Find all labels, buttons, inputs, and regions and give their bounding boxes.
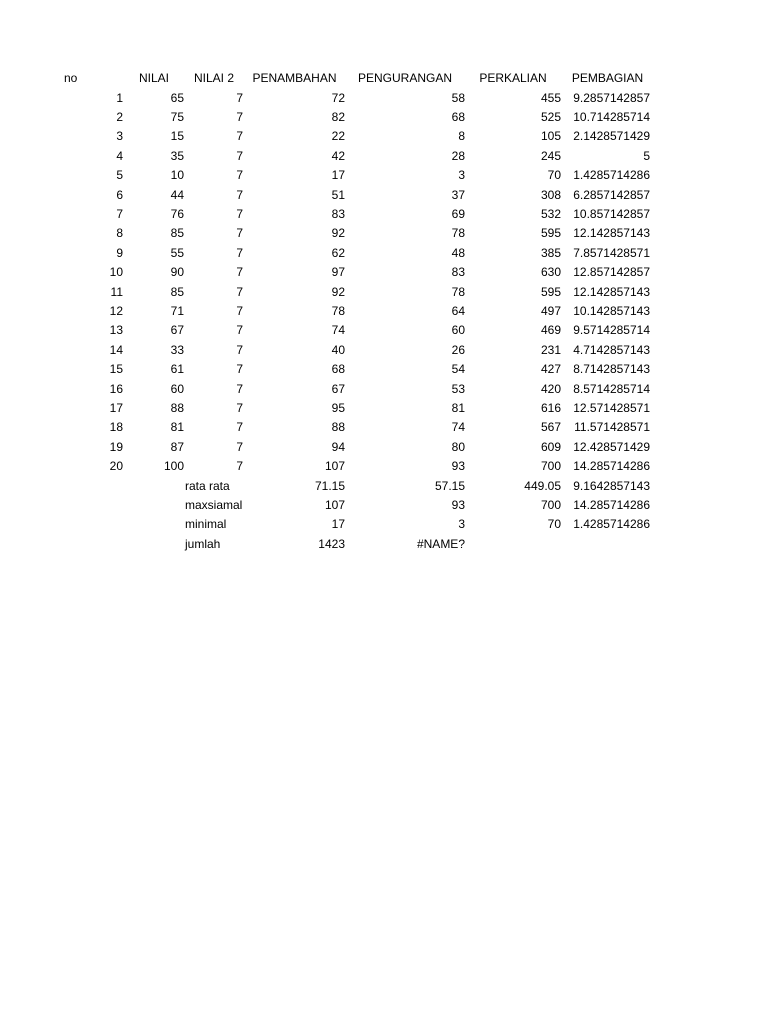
cell-perkalian: 609 bbox=[540, 439, 561, 454]
table-row bbox=[0, 108, 768, 127]
cell-penambahan: 88 bbox=[331, 420, 345, 435]
summary-row bbox=[0, 477, 768, 496]
cell-perkalian: 385 bbox=[540, 245, 561, 260]
summary-label: jumlah bbox=[185, 536, 221, 551]
cell-penambahan: 68 bbox=[331, 362, 345, 377]
table-row bbox=[0, 263, 768, 282]
cell-perkalian: 420 bbox=[540, 381, 561, 396]
cell-pembagian: 1.4285714286 bbox=[573, 168, 650, 183]
cell-penambahan: 92 bbox=[331, 284, 345, 299]
cell-no: 10 bbox=[109, 265, 123, 280]
cell-no: 2 bbox=[116, 109, 123, 124]
table-row bbox=[0, 244, 768, 263]
summary-penambahan: 1423 bbox=[318, 536, 345, 551]
cell-nilai2: 7 bbox=[236, 90, 243, 105]
header-no: no bbox=[64, 71, 78, 85]
cell-nilai: 88 bbox=[170, 400, 184, 415]
cell-nilai: 75 bbox=[170, 109, 184, 124]
table-row bbox=[0, 341, 768, 360]
cell-pembagian: 14.285714286 bbox=[573, 459, 650, 474]
cell-nilai: 33 bbox=[170, 342, 184, 357]
cell-penambahan: 22 bbox=[331, 129, 345, 144]
cell-no: 15 bbox=[109, 362, 123, 377]
cell-penambahan: 72 bbox=[331, 90, 345, 105]
cell-pengurangan: 58 bbox=[451, 90, 465, 105]
cell-pengurangan: 54 bbox=[451, 362, 465, 377]
cell-perkalian: 497 bbox=[540, 303, 561, 318]
summary-row bbox=[0, 496, 768, 515]
cell-nilai2: 7 bbox=[236, 109, 243, 124]
cell-penambahan: 78 bbox=[331, 303, 345, 318]
cell-pembagian: 10.857142857 bbox=[573, 206, 650, 221]
cell-penambahan: 82 bbox=[331, 109, 345, 124]
summary-pembagian: 1.4285714286 bbox=[573, 517, 650, 532]
header-nilai2: NILAI 2 bbox=[193, 71, 235, 85]
cell-no: 13 bbox=[109, 323, 123, 338]
cell-pengurangan: 64 bbox=[451, 303, 465, 318]
cell-nilai2: 7 bbox=[236, 400, 243, 415]
cell-nilai2: 7 bbox=[236, 187, 243, 202]
cell-pengurangan: 3 bbox=[458, 168, 465, 183]
cell-nilai: 71 bbox=[170, 303, 184, 318]
cell-nilai: 87 bbox=[170, 439, 184, 454]
cell-nilai: 90 bbox=[170, 265, 184, 280]
cell-nilai2: 7 bbox=[236, 342, 243, 357]
header-pembagian: PEMBAGIAN bbox=[571, 71, 644, 85]
cell-nilai2: 7 bbox=[236, 303, 243, 318]
cell-pembagian: 10.714285714 bbox=[573, 109, 650, 124]
cell-no: 5 bbox=[116, 168, 123, 183]
cell-nilai: 76 bbox=[170, 206, 184, 221]
cell-perkalian: 525 bbox=[540, 109, 561, 124]
cell-penambahan: 62 bbox=[331, 245, 345, 260]
cell-perkalian: 616 bbox=[540, 400, 561, 415]
cell-no: 3 bbox=[116, 129, 123, 144]
cell-penambahan: 42 bbox=[331, 148, 345, 163]
summary-pengurangan: #NAME? bbox=[416, 536, 465, 551]
table-row bbox=[0, 457, 768, 476]
table-row bbox=[0, 360, 768, 379]
cell-nilai: 55 bbox=[170, 245, 184, 260]
cell-no: 14 bbox=[109, 342, 123, 357]
cell-perkalian: 595 bbox=[540, 226, 561, 241]
table-row bbox=[0, 127, 768, 146]
cell-pembagian: 2.1428571429 bbox=[573, 129, 650, 144]
cell-pengurangan: 81 bbox=[451, 400, 465, 415]
cell-nilai: 100 bbox=[163, 459, 184, 474]
summary-label: maxsiamal bbox=[185, 497, 243, 512]
cell-nilai2: 7 bbox=[236, 206, 243, 221]
cell-no: 19 bbox=[109, 439, 123, 454]
cell-penambahan: 51 bbox=[331, 187, 345, 202]
cell-perkalian: 70 bbox=[547, 168, 561, 183]
cell-pembagian: 10.142857143 bbox=[573, 303, 650, 318]
cell-nilai: 61 bbox=[170, 362, 184, 377]
summary-perkalian: 449.05 bbox=[524, 478, 561, 493]
summary-penambahan: 107 bbox=[324, 497, 345, 512]
cell-pembagian: 8.7142857143 bbox=[573, 362, 650, 377]
cell-perkalian: 595 bbox=[540, 284, 561, 299]
cell-no: 20 bbox=[109, 459, 123, 474]
table-row bbox=[0, 321, 768, 340]
cell-pembagian: 11.571428571 bbox=[574, 420, 650, 435]
cell-pengurangan: 68 bbox=[451, 109, 465, 124]
cell-penambahan: 17 bbox=[331, 168, 345, 183]
cell-no: 4 bbox=[116, 148, 123, 163]
summary-perkalian bbox=[465, 535, 561, 554]
cell-no: 7 bbox=[116, 206, 123, 221]
cell-pembagian: 12.857142857 bbox=[573, 265, 650, 280]
cell-pengurangan: 78 bbox=[451, 226, 465, 241]
table-row bbox=[0, 418, 768, 437]
cell-no: 11 bbox=[110, 284, 123, 299]
summary-pengurangan: 3 bbox=[458, 517, 465, 532]
cell-nilai: 65 bbox=[170, 90, 184, 105]
header-pengurangan: PENGURANGAN bbox=[357, 71, 452, 85]
cell-nilai: 35 bbox=[170, 148, 184, 163]
cell-nilai2: 7 bbox=[236, 129, 243, 144]
header-row bbox=[0, 69, 768, 88]
table-row bbox=[0, 399, 768, 418]
cell-penambahan: 97 bbox=[331, 265, 345, 280]
cell-penambahan: 83 bbox=[331, 206, 345, 221]
cell-penambahan: 67 bbox=[331, 381, 345, 396]
cell-nilai2: 7 bbox=[236, 439, 243, 454]
summary-pembagian bbox=[565, 535, 650, 554]
cell-pengurangan: 26 bbox=[451, 342, 465, 357]
cell-no: 9 bbox=[116, 245, 123, 260]
cell-pembagian: 7.8571428571 bbox=[573, 245, 650, 260]
cell-nilai2: 7 bbox=[236, 226, 243, 241]
summary-pembagian: 14.285714286 bbox=[573, 497, 650, 512]
summary-row bbox=[0, 515, 768, 534]
cell-perkalian: 700 bbox=[540, 459, 561, 474]
cell-nilai2: 7 bbox=[236, 381, 243, 396]
cell-pembagian: 9.5714285714 bbox=[573, 323, 650, 338]
cell-pembagian: 5 bbox=[643, 148, 650, 163]
cell-perkalian: 469 bbox=[540, 323, 561, 338]
cell-penambahan: 74 bbox=[331, 323, 345, 338]
cell-perkalian: 427 bbox=[540, 362, 561, 377]
table-row bbox=[0, 438, 768, 457]
cell-nilai2: 7 bbox=[236, 362, 243, 377]
cell-nilai2: 7 bbox=[236, 420, 243, 435]
cell-pengurangan: 78 bbox=[451, 284, 465, 299]
cell-perkalian: 455 bbox=[540, 90, 561, 105]
cell-pembagian: 4.7142857143 bbox=[573, 342, 650, 357]
cell-pengurangan: 74 bbox=[451, 420, 465, 435]
cell-perkalian: 231 bbox=[540, 342, 561, 357]
cell-nilai: 15 bbox=[170, 129, 184, 144]
cell-nilai2: 7 bbox=[236, 323, 243, 338]
cell-pengurangan: 48 bbox=[451, 245, 465, 260]
cell-pembagian: 12.142857143 bbox=[573, 226, 650, 241]
cell-pengurangan: 37 bbox=[451, 187, 465, 202]
table-row bbox=[0, 224, 768, 243]
table-row bbox=[0, 283, 768, 302]
cell-perkalian: 532 bbox=[540, 206, 561, 221]
summary-label: rata rata bbox=[185, 478, 230, 493]
table-row bbox=[0, 166, 768, 185]
cell-pengurangan: 60 bbox=[451, 323, 465, 338]
table-row bbox=[0, 380, 768, 399]
summary-label: minimal bbox=[185, 517, 227, 532]
cell-perkalian: 245 bbox=[540, 148, 561, 163]
cell-pengurangan: 53 bbox=[451, 381, 465, 396]
cell-penambahan: 40 bbox=[331, 342, 345, 357]
table-row bbox=[0, 302, 768, 321]
cell-pengurangan: 83 bbox=[451, 265, 465, 280]
cell-nilai2: 7 bbox=[236, 245, 243, 260]
cell-pengurangan: 93 bbox=[451, 459, 465, 474]
cell-penambahan: 94 bbox=[331, 439, 345, 454]
table-row bbox=[0, 205, 768, 224]
cell-pembagian: 12.142857143 bbox=[573, 284, 650, 299]
cell-no: 16 bbox=[109, 381, 123, 396]
cell-perkalian: 308 bbox=[540, 187, 561, 202]
summary-penambahan: 71.15 bbox=[314, 478, 345, 493]
cell-no: 12 bbox=[109, 303, 123, 318]
table-row bbox=[0, 186, 768, 205]
cell-nilai: 85 bbox=[170, 226, 184, 241]
cell-penambahan: 107 bbox=[324, 459, 345, 474]
summary-pengurangan: 93 bbox=[451, 497, 465, 512]
cell-no: 1 bbox=[116, 90, 123, 105]
cell-pembagian: 8.5714285714 bbox=[573, 381, 650, 396]
cell-nilai2: 7 bbox=[236, 168, 243, 183]
cell-nilai2: 7 bbox=[236, 459, 243, 474]
cell-pembagian: 12.571428571 bbox=[573, 400, 650, 415]
cell-penambahan: 92 bbox=[331, 226, 345, 241]
cell-nilai: 60 bbox=[170, 381, 184, 396]
summary-pengurangan: 57.15 bbox=[434, 478, 465, 493]
cell-no: 18 bbox=[109, 420, 123, 435]
cell-perkalian: 105 bbox=[540, 129, 561, 144]
header-perkalian: PERKALIAN bbox=[479, 71, 547, 85]
cell-nilai: 44 bbox=[170, 187, 184, 202]
header-penambahan: PENAMBAHAN bbox=[252, 71, 337, 85]
header-nilai: NILAI bbox=[138, 71, 169, 85]
cell-nilai2: 7 bbox=[236, 148, 243, 163]
summary-pembagian: 9.1642857143 bbox=[573, 478, 650, 493]
cell-nilai2: 7 bbox=[236, 265, 243, 280]
cell-pembagian: 6.2857142857 bbox=[573, 187, 650, 202]
summary-penambahan: 17 bbox=[331, 517, 345, 532]
cell-pembagian: 12.428571429 bbox=[573, 439, 650, 454]
cell-pengurangan: 8 bbox=[458, 129, 465, 144]
cell-nilai: 81 bbox=[170, 420, 184, 435]
summary-row bbox=[0, 535, 768, 554]
summary-perkalian: 700 bbox=[540, 497, 561, 512]
cell-perkalian: 630 bbox=[540, 265, 561, 280]
cell-pembagian: 9.2857142857 bbox=[573, 90, 650, 105]
cell-no: 17 bbox=[109, 400, 123, 415]
cell-pengurangan: 28 bbox=[451, 148, 465, 163]
table-row bbox=[0, 147, 768, 166]
cell-no: 8 bbox=[116, 226, 123, 241]
cell-perkalian: 567 bbox=[540, 420, 561, 435]
cell-penambahan: 95 bbox=[331, 400, 345, 415]
cell-nilai2: 7 bbox=[236, 284, 243, 299]
cell-nilai: 10 bbox=[170, 168, 184, 183]
cell-pengurangan: 80 bbox=[451, 439, 465, 454]
table-row bbox=[0, 89, 768, 108]
cell-pengurangan: 69 bbox=[451, 206, 465, 221]
cell-nilai: 67 bbox=[170, 323, 184, 338]
cell-nilai: 85 bbox=[170, 284, 184, 299]
summary-perkalian: 70 bbox=[547, 517, 561, 532]
cell-no: 6 bbox=[116, 187, 123, 202]
